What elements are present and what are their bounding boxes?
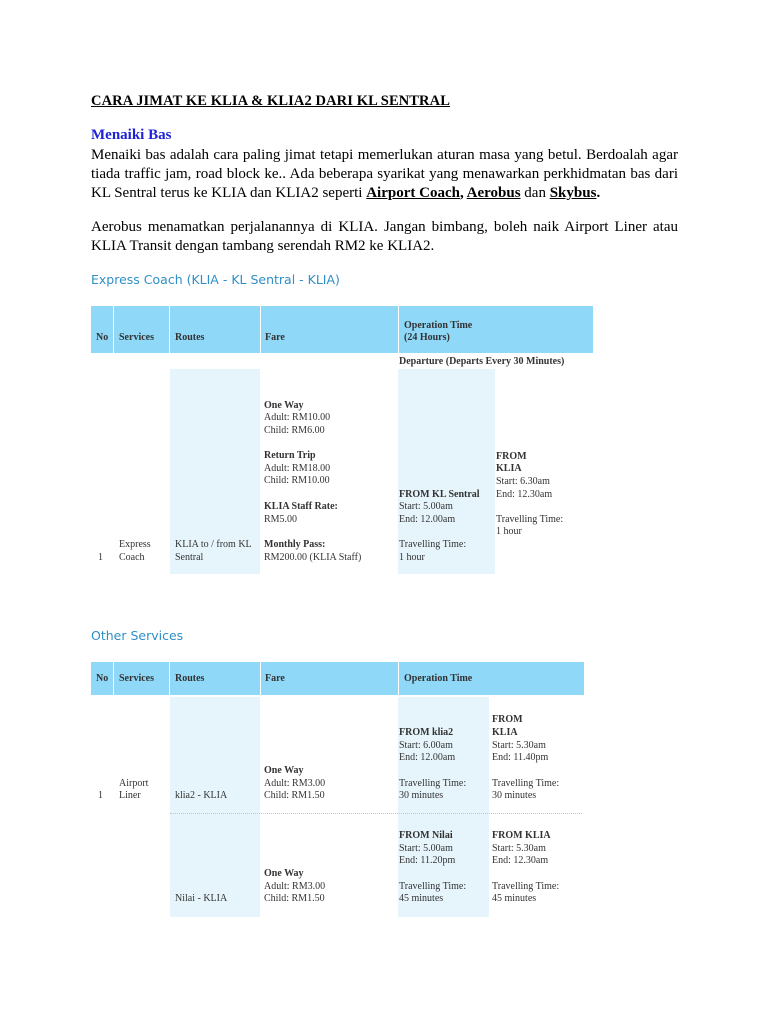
from-nilai-start: Start: 5.00am: [399, 843, 453, 854]
header-routes: Routes: [175, 332, 205, 343]
from-nilai-label: [399, 830, 453, 843]
fare-one-way-label: [264, 765, 304, 778]
fare-staff-value: RM5.00: [264, 514, 298, 525]
from-sentral-label: [399, 489, 480, 502]
from-sentral-label-text: FROM KL Sentral: [399, 489, 480, 500]
fare-adult: Adult: RM3.00: [264, 778, 326, 789]
header-divider: [398, 306, 399, 353]
aerobus-link[interactable]: Aerobus: [466, 185, 521, 201]
from-klia2-end: End: 12.00am: [399, 752, 456, 763]
fare-child: Child: RM1.50: [264, 790, 325, 801]
from-nilai-travel-label: Travelling Time:: [399, 881, 467, 892]
fare-one-way-label: [264, 400, 304, 413]
from-klia2-label: [399, 727, 453, 740]
from-klia-travel-value: 30 minutes: [492, 790, 537, 801]
from-klia2-label-text: FROM klia2: [399, 727, 454, 738]
from-klia-start: Start: 6.30am: [496, 476, 550, 487]
from-klia-travel-label: Travelling Time:: [492, 778, 560, 789]
document-title: CARA JIMAT KE KLIA & KLIA2 DARI KL SENTRAL: [91, 93, 450, 109]
fare-one-way-label-text: One Way: [264, 400, 304, 411]
from-nilai-travel-value: 45 minutes: [399, 893, 444, 904]
section-heading: Menaiki Bas: [91, 127, 172, 143]
from-klia-label: [492, 727, 518, 740]
row-separator: [170, 813, 582, 814]
header-divider: [113, 662, 114, 695]
from-klia-label-line2: KLIA: [496, 463, 522, 474]
from-klia-label: [492, 830, 551, 843]
paragraph-intro: [91, 146, 678, 203]
from-klia-label-text: FROM KLIA: [492, 830, 551, 841]
service-name: Liner: [119, 790, 141, 801]
from-klia-label-line2: KLIA: [492, 727, 518, 738]
fare-one-way-label-text: One Way: [264, 765, 304, 776]
from-nilai-end: End: 11.20pm: [399, 855, 456, 866]
header-operation-time: Operation Time: [404, 320, 473, 331]
route-name: klia2 - KLIA: [175, 790, 228, 801]
from-sentral-end: End: 12.00am: [399, 514, 456, 525]
header-routes: Routes: [175, 673, 205, 684]
header-operation-hours: (24 Hours): [404, 332, 450, 343]
fare-monthly-label: [264, 539, 325, 552]
from-nilai-label-text: FROM Nilai: [399, 830, 453, 841]
row-number: 1: [98, 790, 103, 801]
from-sentral-start: Start: 5.00am: [399, 501, 453, 512]
from-klia-label: [496, 463, 522, 476]
service-name: Express: [119, 539, 151, 550]
fare-staff-label: [264, 501, 338, 514]
table-header-row: [91, 662, 584, 695]
header-no: No: [96, 673, 109, 684]
fare-one-way-label-text: One Way: [264, 868, 304, 879]
route-name: KLIA to / from KL: [175, 539, 252, 550]
table-header-row: [91, 306, 593, 353]
from-klia-travel-label: Travelling Time:: [496, 514, 564, 525]
separator-comma: ,: [459, 185, 467, 201]
paragraph-intro-text: Menaiki bas adalah cara paling jimat tetapi memerlukan aturan masa yang betul. Berdoalah agar tiada traffic jam, road block ke.. Ada beberapa syarikat yang menawarkan perkhidmatan bas dari KL Sentral terus ke KLIA dan KLIA2 seperti: [91, 147, 678, 201]
service-name: Coach: [119, 552, 145, 563]
from-klia2-travel-label: Travelling Time:: [399, 778, 467, 789]
from-sentral-travel-value: 1 hour: [399, 552, 425, 563]
service-name: Airport: [119, 778, 149, 789]
fare-adult: Adult: RM3.00: [264, 881, 326, 892]
header-services: Services: [119, 332, 154, 343]
fare-staff-label-text: KLIA Staff Rate:: [264, 501, 338, 512]
header-divider: [260, 306, 261, 353]
from-klia-travel-value: 1 hour: [496, 526, 522, 537]
fare-return-label: [264, 450, 316, 463]
header-fare: Fare: [265, 673, 285, 684]
airport-coach-link[interactable]: Airport Coach: [366, 185, 460, 201]
header-operation-time: Operation Time: [404, 673, 473, 684]
header-fare: Fare: [265, 332, 285, 343]
from-klia-start: Start: 5.30am: [492, 843, 546, 854]
from-klia-label: [492, 714, 523, 727]
fare-return-adult: Adult: RM18.00: [264, 463, 331, 474]
other-services-caption: Other Services: [91, 628, 184, 643]
fare-monthly-label-text: Monthly Pass:: [264, 539, 326, 550]
from-sentral-travel-label: Travelling Time:: [399, 539, 467, 550]
paragraph-end-period: .: [596, 185, 601, 201]
row-number: 1: [98, 552, 103, 563]
from-klia-travel-value: 45 minutes: [492, 893, 537, 904]
from-klia-label-line1: FROM: [492, 714, 523, 725]
header-divider: [260, 662, 261, 695]
from-klia-end: End: 11.40pm: [492, 752, 549, 763]
header-divider: [169, 662, 170, 695]
skybus-link[interactable]: Skybus: [549, 185, 597, 201]
departure-subheader: Departure (Departs Every 30 Minutes): [399, 356, 565, 367]
separator-dan: dan: [520, 185, 550, 201]
from-klia-label: [496, 451, 527, 464]
paragraph-aerobus: Aerobus menamatkan perjalanannya di KLIA. Jangan bimbang, boleh naik Airport Liner atau KLIA Transit dengan tambang serendah RM2 ke KLIA2.: [91, 219, 678, 254]
from-klia-end: End: 12.30am: [492, 855, 549, 866]
fare-one-way-adult: Adult: RM10.00: [264, 412, 331, 423]
fare-child: Child: RM1.50: [264, 893, 325, 904]
from-klia2-start: Start: 6.00am: [399, 740, 453, 751]
fare-return-child: Child: RM10.00: [264, 475, 330, 486]
routes-cell-bg: [170, 697, 260, 917]
fare-monthly-value: RM200.00 (KLIA Staff): [264, 552, 362, 563]
express-table-caption: Express Coach (KLIA - KL Sentral - KLIA): [91, 272, 340, 287]
fare-one-way-label: [264, 868, 304, 881]
from-klia-end: End: 12.30am: [496, 489, 553, 500]
header-services: Services: [119, 673, 154, 684]
header-divider: [169, 306, 170, 353]
from-klia-travel-label: Travelling Time:: [492, 881, 560, 892]
fare-return-label-text: Return Trip: [264, 450, 316, 461]
header-divider: [113, 306, 114, 353]
header-divider: [398, 662, 399, 695]
route-name: Sentral: [175, 552, 204, 563]
route-name: Nilai - KLIA: [175, 893, 228, 904]
from-klia2-travel-value: 30 minutes: [399, 790, 444, 801]
from-klia-label-line1: FROM: [496, 451, 527, 462]
from-klia-start: Start: 5.30am: [492, 740, 546, 751]
header-no: No: [96, 332, 109, 343]
fare-one-way-child: Child: RM6.00: [264, 425, 325, 436]
